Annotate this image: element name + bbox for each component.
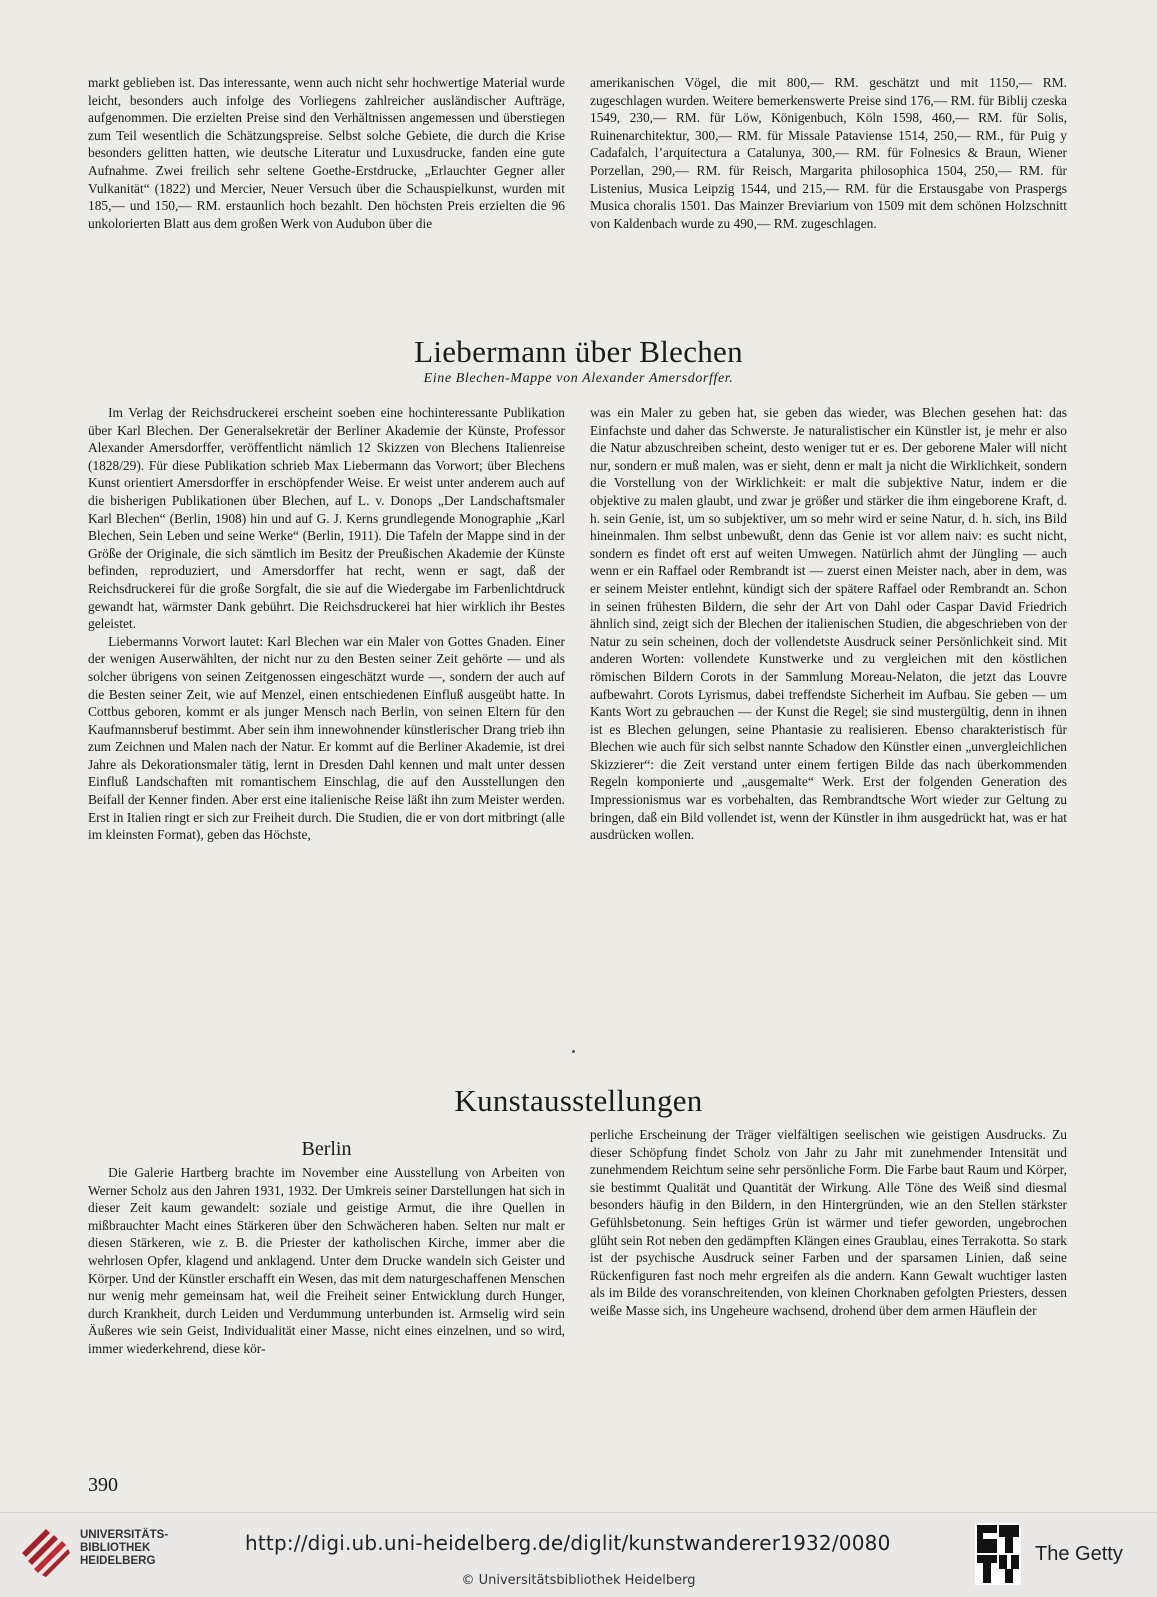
footer-bar <box>0 1512 1157 1597</box>
article2-paragraph-2: perliche Erscheinung der Träger vielfältigen seelischen wie geistigen Ausdrucks. Zu dieser Schöpfung findet Scholz von Jahr zu Jahr mit zunehmender Intensität und zunehmendem Reichtum seine sehr persönliche Form. Die Farbe baut Raum und Körper, sie bestimmt Qualität und Quantität der Wirkung. Alle Töne des Weiß sind diesmal besonders häufig in den Bildern, in den Hintergründen, wie an den Stellen stärkster Gefühlsbetonung. Sein heftiges Grün ist wärmer und tiefer geworden, ungebrochen glüht sein Rot neben den gedämpften Klängen eines Graublau, eines Terrakotta. So stark ist der psychische Ausdruck seiner Farben und der sparsamen Linien, daß seine Rückenfiguren fast noch mehr ergreifen als die andern. Kann Gewalt wuchtiger lasten als im Bilde des voranschreitenden, von kleinen Chorknaben gefolgten Priesters, dessen weiße Masse sich, ins Ungeheure wachsend, drohend über dem armen Häuflein der <box>590 1127 1067 1318</box>
article-title-liebermann: Liebermann über Blechen <box>414 334 743 369</box>
top-right-column <box>590 74 1067 232</box>
article2-left-column <box>88 1164 565 1358</box>
getty-logo-icon <box>975 1523 1021 1585</box>
institution-line-1: UNIVERSITÄTS- <box>80 1529 169 1541</box>
article1-paragraph-3: was ein Maler zu geben hat, sie geben das wieder, was Blechen gesehen hat: das Einfachste und daher das Schwerste. Je naturalistischer ein Künstler ist, je mehr er also die Natur abzuschreiben scheint, desto weniger tut er es. Der geborene Maler will nicht nur, sondern er muß malen, was er sieht, denn er malt ja nicht die Wirklichkeit, sondern die Vorstellung von der Wirklichkeit: er malt die subjektive Natur, indem er die objektive zu malen glaubt, und zwar je größer und stärker die ihm eingeborene Kraft, d. h. sein Genie, ist, um so subjektiver, um so mehr wird er seine Natur, d. h. sich, ins Bild hineinmalen. Ihm selbst unbewußt, denn das Genie ist vor allem naiv: es sucht nicht, sondern es findet oft erst auf weiten Umwegen. Natürlich ahmt der Jüngling — auch wenn er ein Raffael oder Rembrandt ist — zuerst einen Meister nach, aber in dem, was er seinem Meister entlehnt, kündigt sich der spätere Raffael oder Rembrandt an. Schon in seinen frühesten Bildern, die sehr der Art von Dahl oder Caspar David Friedrich ähnlich sind, zeigt sich der Blechen der italienischen Studien, die abgeschrieben von der Natur zu sein scheinen, doch der vollendetste Ausdruck seiner Persönlichkeit sind. Mit anderen Worten: vollendete Kunstwerke und zu vergleichen mit den köstlichen römischen Bildern Corots in der Sammlung Moreau-Nelaton, die jetzt das Louvre aufbewahrt. Corots Lyrismus, dabei treffendste Sicherheit im Aufbau. Sie geben — um Kants Wort zu gebrauchen — der Kunst die Regel; sie sind mustergültig, denn in ihnen ist es Blechen gelungen, seine Phantasie zu realisieren. Ebenso charakteristisch für Blechen wie auch für sich selbst nannte Schadow den Künstler einen „unvergleichlichen Skizzierer“: die Zeit verstand unter einem fertigen Bilde das nach überkommenden Regeln komponierte und „ausgemalte“ Werk. Erst der folgenden Generation des Impressionismus war es vorbehalten, das Rembrandtsche Wort wieder zur Geltung zu bringen, daß ein Bild vollendet ist, wenn der Künstler in ihm ausgedrückt hat, was er hat ausdrücken wollen. <box>590 405 1067 843</box>
page-number: 390 <box>88 1474 118 1496</box>
gutter-mark <box>572 1050 575 1053</box>
top-left-paragraph: markt geblieben ist. Das interessante, wenn auch nicht sehr hochwertige Material wurde leicht, besonders auch infolge des Vorliegens zahlreicher ausländischer Aufträge, aufgenommen. Die erzielten Preise sind den Verhältnissen angemessen und überstiegen zum Teil wesentlich die Schätzungspreise. Selbst solche Gebiete, die durch die Krise besonders gelitten hatten, wie deutsche Literatur und Luxusdrucke, fanden eine gute Aufnahme. Zwei freilich sehr seltene Goethe-Erstdrucke, „Erlauchter Gegner aller Vulkanität“ (1822) und Mercier, Neuer Versuch über die Schauspielkunst, wurden mit 185,— und 150,— RM. erstaunlich hoch bezahlt. Den höchsten Preis erzielten die 96 unkolorierten Blatt aus dem großen Werk von Audubon über die <box>88 75 565 231</box>
article1-left-column <box>88 404 565 844</box>
institution-name <box>80 1529 168 1568</box>
city-heading: Berlin <box>301 1138 352 1160</box>
article-subtitle: Eine Blechen-Mappe von Alexander Amersdorffer. <box>423 371 734 386</box>
article1-right-column <box>590 404 1067 844</box>
getty-name: The Getty <box>1035 1543 1123 1565</box>
article2-paragraph-1: Die Galerie Hartberg brachte im November eine Ausstellung von Arbeiten von Werner Scholz aus den Jahren 1931, 1932. Der Umkreis seiner Darstellungen hat sich in dieser Zeit kaum gewandelt: soziale und geistige Armut, die ihre Quellen in mißbrauchter Macht eines Stärkeren über den Schwächeren haben. Selten nur malt er diesen Stärkeren, wie z. B. die Priester der katholischen Kirche, immer aber die wehrlosen Opfer, klagend und anklagend. Unter dem Drucke wandeln sich Geister und Körper. Und der Künstler erschafft ein Wesen, das mit dem naturgeschaffenen Menschen nur wenig mehr gemeinsam hat, weil die Freiheit seiner Entwicklung durch Hunger, durch Krankheit, durch Leiden und Verdummung unterbunden ist. Armselig wird sein Äußeres wie sein Geist, Individualität einer Masse, nicht eines einzelnen, und so wird, immer wiederkehrend, diese kör- <box>88 1165 565 1356</box>
institution-line-2: BIBLIOTHEK <box>80 1542 151 1554</box>
institution-line-3: HEIDELBERG <box>80 1555 156 1567</box>
article1-paragraph-2: Liebermanns Vorwort lautet: Karl Blechen war ein Maler von Gottes Gnaden. Einer der wenigen Auserwählten, der nicht nur zu den Besten seiner Zeit gehörte — und als solcher übrigens von seinen Zeitgenossen eingeschätzt wurde —, sondern der auch auf die Besten seiner Zeit, wie auf Menzel, einen entschiedenen Einfluß ausgeübt hatte. In Cottbus geboren, kommt er als junger Mensch nach Berlin, von seinen Eltern für den Kaufmannsberuf bestimmt. Aber sein ihm innewohnender künstlerischer Drang trieb ihn zum Zeichnen und Malen nach der Natur. Er kommt auf die Berliner Akademie, ist drei Jahre als Dekorationsmaler tätig, lernt in Dresden Dahl kennen und malt unter dessen Einfluß Landschaften mit romantischem Einschlag, die auf den Ausstellungen den Beifall der Kenner finden. Aber erst eine italienische Reise läßt ihn zum Meister werden. Erst in Italien ringt er sich zur Freiheit durch. Die Studien, die er von dort mitbringt (alle im kleinsten Format), geben das Höchste, <box>88 633 565 843</box>
section-title-kunstausstellungen: Kunstausstellungen <box>454 1083 703 1118</box>
top-right-paragraph: amerikanischen Vögel, die mit 800,— RM. geschätzt und mit 1150,— RM. zugeschlagen wurden. Weitere bemerkenswerte Preise sind 176,— RM. für Biblij czeska 1549, 230,— RM. für Löw, Königenbuch, Köln 1598, 460,— RM. für Solis, Ruinenarchitektur, 300,— RM. für Missale Pataviense 1514, 250,— RM., für Puig y Cadafalch, l’arquitectura a Catalunya, 300,— RM. für Folnesics & Braun, Wiener Porzellan, 290,— RM. für Reisch, Margarita philosophica 1504, 250,— RM. für Listenius, Musica Leipzig 1544, und 215,— RM. für die Erstausgabe von Praspergs Musica choralis 1501. Das Mainzer Breviarium von 1509 mit dem schönen Holzschnitt von Kaldenbach wurde zu 490,— RM. zugeschlagen. <box>590 75 1067 231</box>
top-left-column <box>88 74 565 232</box>
article1-paragraph-1: Im Verlag der Reichsdruckerei erscheint soeben eine hochinteressante Publikation über Karl Blechen. Der Generalsekretär der Berliner Akademie der Künste, Professor Alexander Amersdorffer, veröffentlicht nämlich 12 Skizzen von Blechens Italienreise (1828/29). Für diese Publikation schrieb Max Liebermann das Vorwort; über Blechens Kunst orientiert Amersdorffer in erschöpfender Weise. Er weist unter anderem auch auf die bisherigen Publikationen über Blechen, auf L. v. Donops „Der Landschaftsmaler Karl Blechen“ (Berlin, 1908) hin und auf G. J. Kerns grundlegende Monographie „Karl Blechen, Sein Leben und seine Werke“ (Berlin, 1911). Die Tafeln der Mappe sind in der Größe der Originale, die sich sämtlich im Besitz der Preußischen Akademie der Künste befinden, reproduziert, und Amersdorffer hat recht, wenn er sagt, daß der Reichsdruckerei für die große Sorgfalt, die sie auf die Wiedergabe im Farbenlichtdruck gewandt hat, wärmster Dank gebührt. Die Reichsdruckerei hat hier wirklich ihr Bestes geleistet. <box>88 405 565 632</box>
permalink-url[interactable]: http://digi.ub.uni-heidelberg.de/diglit/kunstwanderer1932/0080 <box>245 1531 891 1555</box>
copyright-notice: © Universitätsbibliothek Heidelberg <box>461 1573 696 1588</box>
article2-right-column <box>590 1126 1067 1320</box>
